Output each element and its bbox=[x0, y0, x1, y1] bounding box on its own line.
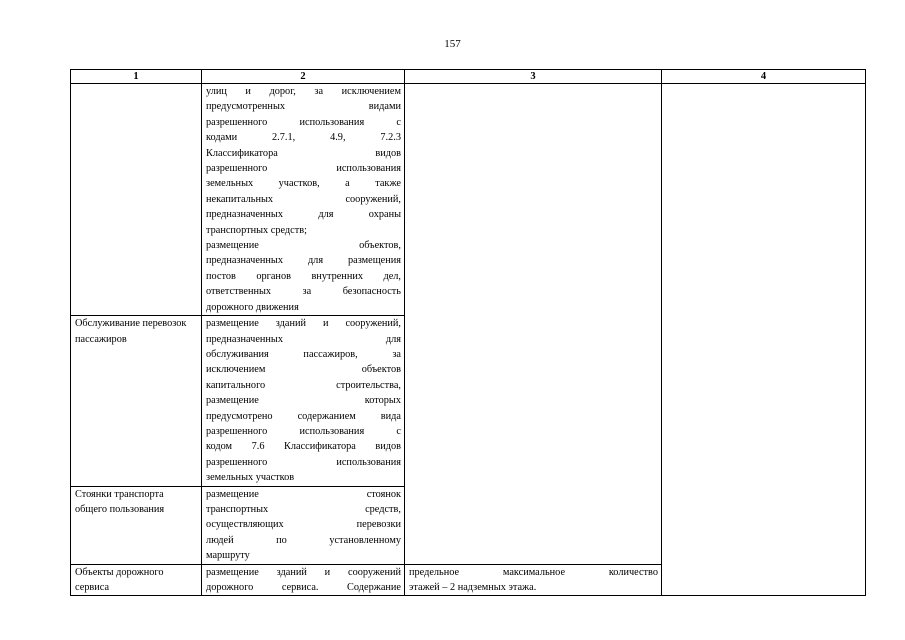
text-line: некапитальных сооружений, bbox=[206, 193, 401, 205]
text-line: постов органов внутренних дел, bbox=[206, 270, 401, 282]
text-line: предусмотрено содержанием вида bbox=[206, 410, 401, 422]
text-line: разрешенного использования с bbox=[206, 425, 401, 437]
row-4-col-2 bbox=[202, 564, 405, 596]
row-1-col-2 bbox=[202, 84, 405, 316]
text-line: ответственных за безопасность bbox=[206, 286, 401, 298]
text-line: предназначенных для bbox=[206, 333, 401, 345]
text-line: размещение которых bbox=[206, 395, 401, 407]
text-line: размещение объектов, bbox=[206, 240, 401, 252]
row-2-col-2 bbox=[202, 316, 405, 486]
text-line: Классификатора видов bbox=[206, 147, 401, 159]
text-line: размещение стоянок bbox=[206, 488, 401, 500]
text-line: кодом 7.6 Классификатора видов bbox=[206, 441, 401, 453]
regulations-table bbox=[70, 69, 866, 596]
table-row bbox=[71, 84, 866, 316]
text-line: земельных участков bbox=[206, 472, 295, 484]
table-header-row bbox=[71, 70, 866, 84]
row-4-col-3 bbox=[405, 564, 662, 596]
row-1-col-1 bbox=[71, 84, 202, 316]
text-line: кодами 2.7.1, 4.9, 7.2.3 bbox=[206, 132, 401, 144]
rows-1-4-col-4 bbox=[662, 84, 866, 596]
text-line: капитального строительства, bbox=[206, 379, 401, 391]
text-line: размещение зданий и сооружений, bbox=[206, 318, 401, 330]
text-line: дорожного сервиса. Содержание bbox=[206, 582, 401, 593]
text-line: размещение зданий и сооружений bbox=[206, 566, 401, 578]
row-4-col-1: Объекты дорожного сервиса bbox=[71, 564, 202, 596]
header-col-4: 4 bbox=[662, 70, 866, 84]
text-line: исключением объектов bbox=[206, 364, 401, 376]
text-line: улиц и дорог, за исключением bbox=[206, 86, 401, 97]
header-col-3: 3 bbox=[405, 70, 662, 84]
row-3-col-2 bbox=[202, 486, 405, 564]
text-line: людей по установленному bbox=[206, 534, 401, 546]
rows-1-3-col-3 bbox=[405, 84, 662, 565]
row-2-col-1: Обслуживание перевозок пассажиров bbox=[71, 316, 202, 486]
text-line: разрешенного использования bbox=[206, 163, 401, 175]
header-col-2: 2 bbox=[202, 70, 405, 84]
text-line: разрешенного использования с bbox=[206, 116, 401, 128]
text-line: предназначенных для размещения bbox=[206, 255, 401, 267]
text-line: предельное максимальное количество bbox=[409, 566, 658, 578]
text-line: разрешенного использования bbox=[206, 456, 401, 468]
text-line: транспортных средств; bbox=[206, 224, 307, 236]
text-line: транспортных средств, bbox=[206, 503, 401, 515]
text-line: дорожного движения bbox=[206, 301, 299, 313]
row-3-col-1: Стоянки транспорта общего пользования bbox=[71, 486, 202, 564]
text-line: маршруту bbox=[206, 550, 250, 562]
text-line: предназначенных для охраны bbox=[206, 209, 401, 221]
text-line: осуществляющих перевозки bbox=[206, 519, 401, 531]
text-line: этажей – 2 надземных этажа. bbox=[409, 582, 537, 593]
page-number: 157 bbox=[444, 38, 461, 50]
text-line: обслуживания пассажиров, за bbox=[206, 348, 401, 360]
text-line: земельных участков, а также bbox=[206, 178, 401, 190]
header-col-1: 1 bbox=[71, 70, 202, 84]
text-line: предусмотренных видами bbox=[206, 101, 401, 113]
